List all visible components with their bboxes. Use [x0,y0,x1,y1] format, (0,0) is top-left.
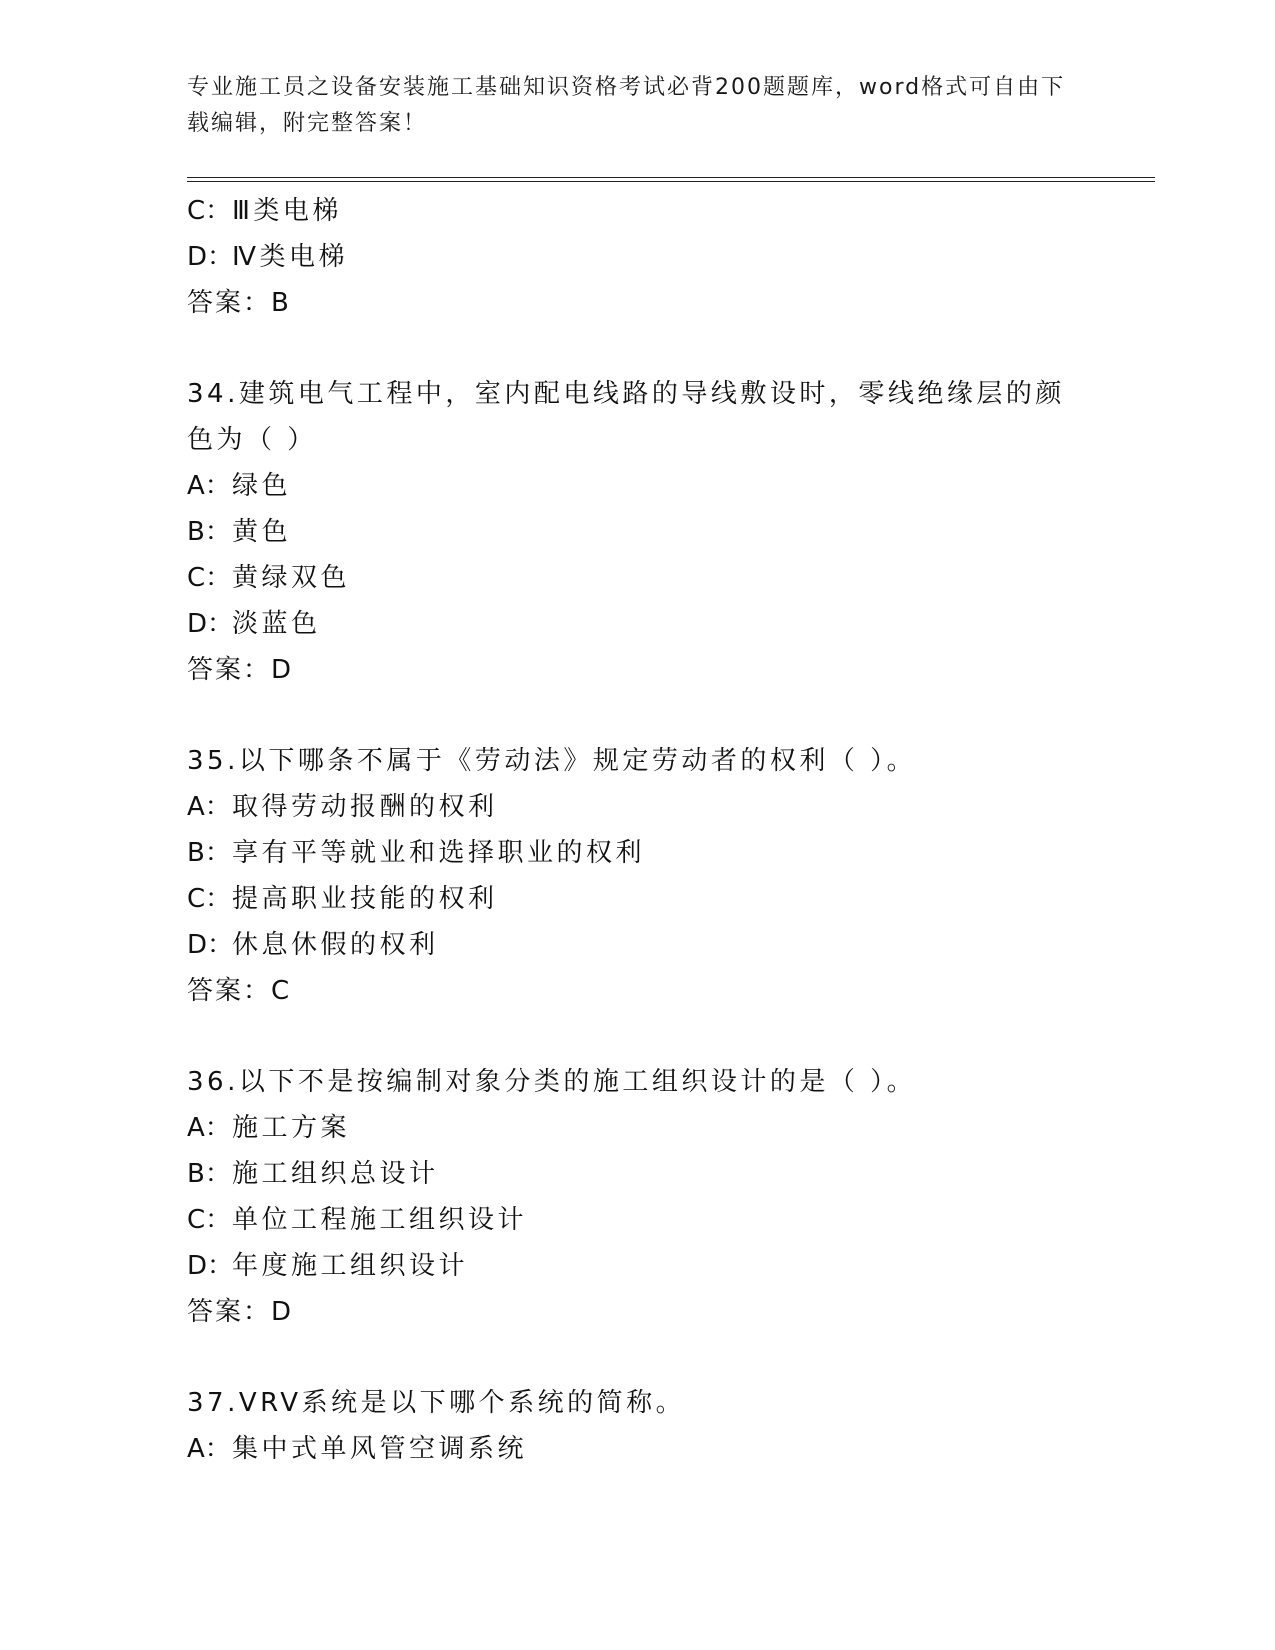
option-text: 黄绿双色 [232,563,351,593]
option-label: C： [187,196,232,226]
answer-value: D [271,1297,293,1327]
answer-label: 答案： [187,976,272,1006]
option-label: A： [187,792,231,822]
option-line [187,1426,1127,1472]
option-label: C： [187,884,232,914]
option-text: 休息休假的权利 [232,930,439,960]
option-line [187,876,1127,922]
question-35 [187,738,1127,1014]
option-line [187,601,1127,647]
question-text: 35.以下哪条不属于《劳动法》规定劳动者的权利（ ）。 [187,746,917,776]
option-line [187,188,1127,234]
option-line [187,1151,1127,1197]
header-double-rule [187,177,1155,182]
option-label: B： [187,517,231,547]
option-text: 淡蓝色 [232,609,321,639]
document-header [187,70,1067,142]
answer-line [187,968,1127,1014]
answer-line [187,647,1127,693]
answer-label: 答案： [187,288,272,318]
question-37 [187,1380,1127,1472]
option-line [187,509,1127,555]
question-text: 34.建筑电气工程中，室内配电线路的导线敷设时，零线绝缘层的颜色为（ ） [187,379,1065,455]
option-label: A： [187,471,231,501]
option-line [187,234,1127,280]
option-text: 单位工程施工组织设计 [232,1205,528,1235]
option-label: A： [187,1434,231,1464]
option-label: B： [187,838,231,868]
continued-question [187,188,1127,326]
option-line [187,1105,1127,1151]
answer-line [187,1289,1127,1335]
option-text: 年度施工组织设计 [232,1251,469,1281]
option-text: 黄色 [232,517,292,547]
option-line [187,555,1127,601]
answer-value: D [271,655,293,685]
document-body [187,188,1127,1472]
option-line [187,830,1127,876]
option-text: 绿色 [232,471,292,501]
option-line [187,784,1127,830]
answer-label: 答案： [187,1297,272,1327]
option-text: 享有平等就业和选择职业的权利 [232,838,646,868]
question-text: 36.以下不是按编制对象分类的施工组织设计的是（ ）。 [187,1067,917,1097]
question-text: 37.VRV系统是以下哪个系统的简称。 [187,1388,686,1418]
answer-value: B [271,288,290,318]
option-label: D： [187,1251,234,1281]
header-title: 专业施工员之设备安装施工基础知识资格考试必背200题题库，word格式可自由下载编辑，附完整答案！ [187,75,1066,136]
option-label: C： [187,563,232,593]
option-label: D： [187,242,234,272]
option-label: D： [187,609,234,639]
answer-line [187,280,1127,326]
option-line [187,463,1127,509]
option-line [187,922,1127,968]
option-text: 施工组织总设计 [232,1159,439,1189]
option-text: 集中式单风管空调系统 [232,1434,528,1464]
option-text: Ⅲ类电梯 [232,196,342,226]
option-line [187,1243,1127,1289]
question-34 [187,371,1127,693]
answer-value: C [271,976,291,1006]
option-label: B： [187,1159,231,1189]
option-text: Ⅳ类电梯 [232,242,348,272]
question-36 [187,1059,1127,1335]
option-label: C： [187,1205,232,1235]
answer-label: 答案： [187,655,272,685]
option-text: 提高职业技能的权利 [232,884,498,914]
option-text: 施工方案 [232,1113,351,1143]
option-label: A： [187,1113,231,1143]
option-line [187,1197,1127,1243]
option-label: D： [187,930,234,960]
option-text: 取得劳动报酬的权利 [232,792,498,822]
